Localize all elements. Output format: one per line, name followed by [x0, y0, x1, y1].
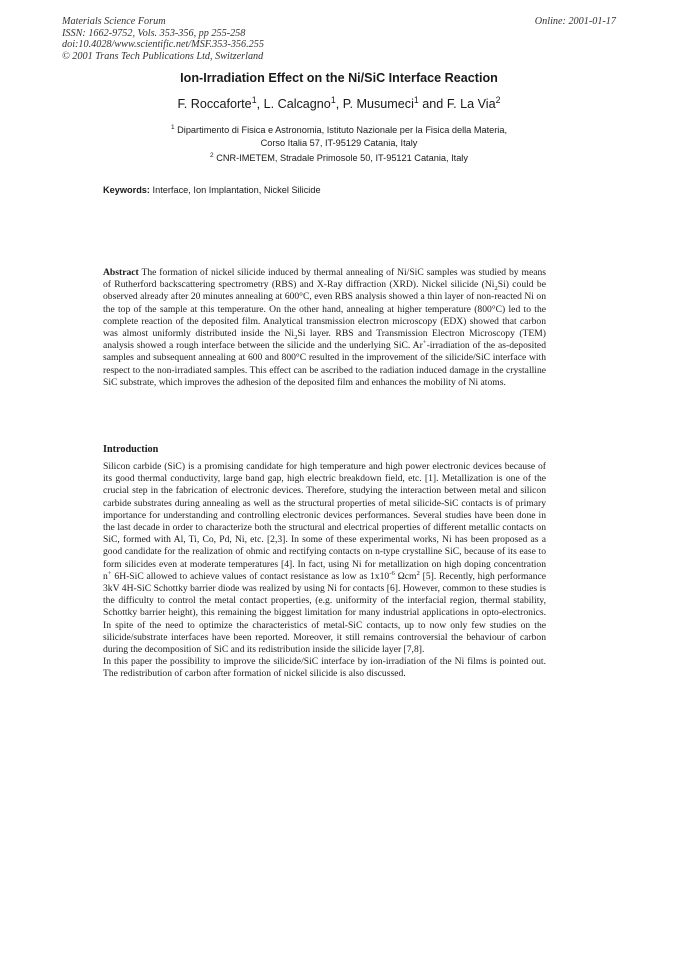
author-affiliation-mark: 1: [330, 94, 336, 105]
intro-paragraph: Silicon carbide (SiC) is a promising candidate for high temperature and high power electronic devices because of its good thermal conductivity, large band gap, high electric breakdown field, etc. [1]. Metallization is one of the crucial step in the fabrication of electronic devices. Therefore, studying the interaction between metal and silicon carbide substrates during annealing as well as the structural properties of metal silicide-SiC contacts is of primary importance for understanding and controlling electronic devices performances. Several studies have been done in the last decade in order to characterize both the structural and electrical properties of different metallic contacts on SiC, formed with Al, Ti, Co, Pd, Ni, etc. [2,3]. In some of these experimental works, Ni has been proposed as a good candidate for the realization of ohmic and rectifying contacts on n-type crystalline SiC, because of its ease to form silicides even at moderate temperatures [4]. In fact, using Ni for metallization on high doping concentration n+ 6H-SiC allowed to achieve values of contact resistance as low as $1x10^{-6}$ Ωcm$^2$ [5]. Recently, high performance 3kV 4H-SiC Schottky barrier diode was realized by using Ni for contacts [6]. However, common to these studies is the difficulty to control the metal contact properties, (e.g. uniformity of the interfacial region, thermal stability, Schottky barrier height), this remaining the biggest limitation for many industrial applications in opto-electronics. In spite of the need to optimize the characteristics of metal-SiC contacts, up to now only few studies on the silicide/substrate interfaces have been reported. Moreover, it still remains controversial the behaviour of carbon during the decomposition of SiC and its redistribution inside the silicide layer [7,8].: [103, 461, 547, 656]
abstract-label: Abstract: [103, 267, 139, 278]
paper-title: Ion-Irradiation Effect on the Ni/SiC Interface Reaction: [180, 71, 498, 85]
keywords-text: Interface, Ion Implantation, Nickel Silicide: [152, 185, 321, 195]
keywords-label: Keywords:: [103, 185, 150, 195]
introduction-text: [103, 461, 546, 681]
author-affiliation-mark: 1: [251, 94, 257, 105]
journal-name: Materials Science Forum: [62, 16, 166, 27]
author-name: L. Calcagno: [263, 97, 331, 111]
affiliation-1: $^1$ Dipartimento di Fisica e Astronomia, Istituto Nazionale per la Fisica della Materia, Corso Italia 57, IT-95129 Catania, Italy: [170, 123, 508, 148]
section-heading-introduction: Introduction: [103, 444, 159, 455]
issn-line: ISSN: 1662-9752, Vols. 353-356, pp 255-258: [62, 27, 246, 39]
author-name: F. Roccaforte: [177, 97, 252, 111]
author-name: F. La Via: [446, 97, 496, 111]
copyright-line: © 2001 Trans Tech Publications Ltd, Switzerland: [62, 50, 264, 62]
online-date: Online: 2001-01-17: [534, 16, 616, 27]
journal-header: [62, 16, 264, 62]
author-name: P. Musumeci: [342, 97, 414, 111]
author-affiliation-mark: 2: [495, 94, 501, 105]
intro-paragraph: In this paper the possibility to improve the silicide/SiC interface by ion-irradiation of the Ni films is pointed out. The redistribution of carbon after formation of nickel silicide is also discussed.: [103, 656, 546, 680]
keywords: [103, 185, 321, 195]
author-list: F. Roccaforte$^1$, L. Calcagno$^1$, P. Musumeci$^1$ and F. La Via$^2$: [177, 94, 501, 111]
author-affiliation-mark: 1: [413, 94, 419, 105]
affiliation-2: $^2$ CNR-IMETEM, Stradale Primosole 50, IT-95121 Catania, Italy: [210, 151, 468, 163]
doi-line[interactable]: doi:10.4028/www.scientific.net/MSF.353-356.255: [62, 39, 264, 51]
abstract: Abstract The formation of nickel silicide induced by thermal annealing of Ni/SiC samples was studied by means of Rutherford backscattering spectrometry (RBS) and X-Ray diffraction (XRD). Nickel silicide $(Ni_2Si)$ could be observed already after 20 minutes annealing at 600°C, even RBS analysis showed a thin layer of non-reacted Ni on the top of the sample at this temperature. On the other hand, annealing at higher temperature (800°C) led to the complete reaction of the deposited film. Analytical transmission electron microscopy (EDX) showed that carbon was almost uniformly distributed inside the $Ni_2Si$ layer. RBS and Transmission Electron Microscopy (TEM) analysis showed a rough interface between the silicide and the underlying SiC. Ar+-irradiation of the as-deposited samples and subsequent annealing at 600 and 800°C resulted in the improvement of the silicide/SiC interface with respect to the non-irradiated samples. This effect can be ascribed to the radiation induced damage in the crystalline SiC substrate, which improves the adhesion of the deposited film and enhances the mobility of Ni atoms.: [103, 267, 546, 388]
